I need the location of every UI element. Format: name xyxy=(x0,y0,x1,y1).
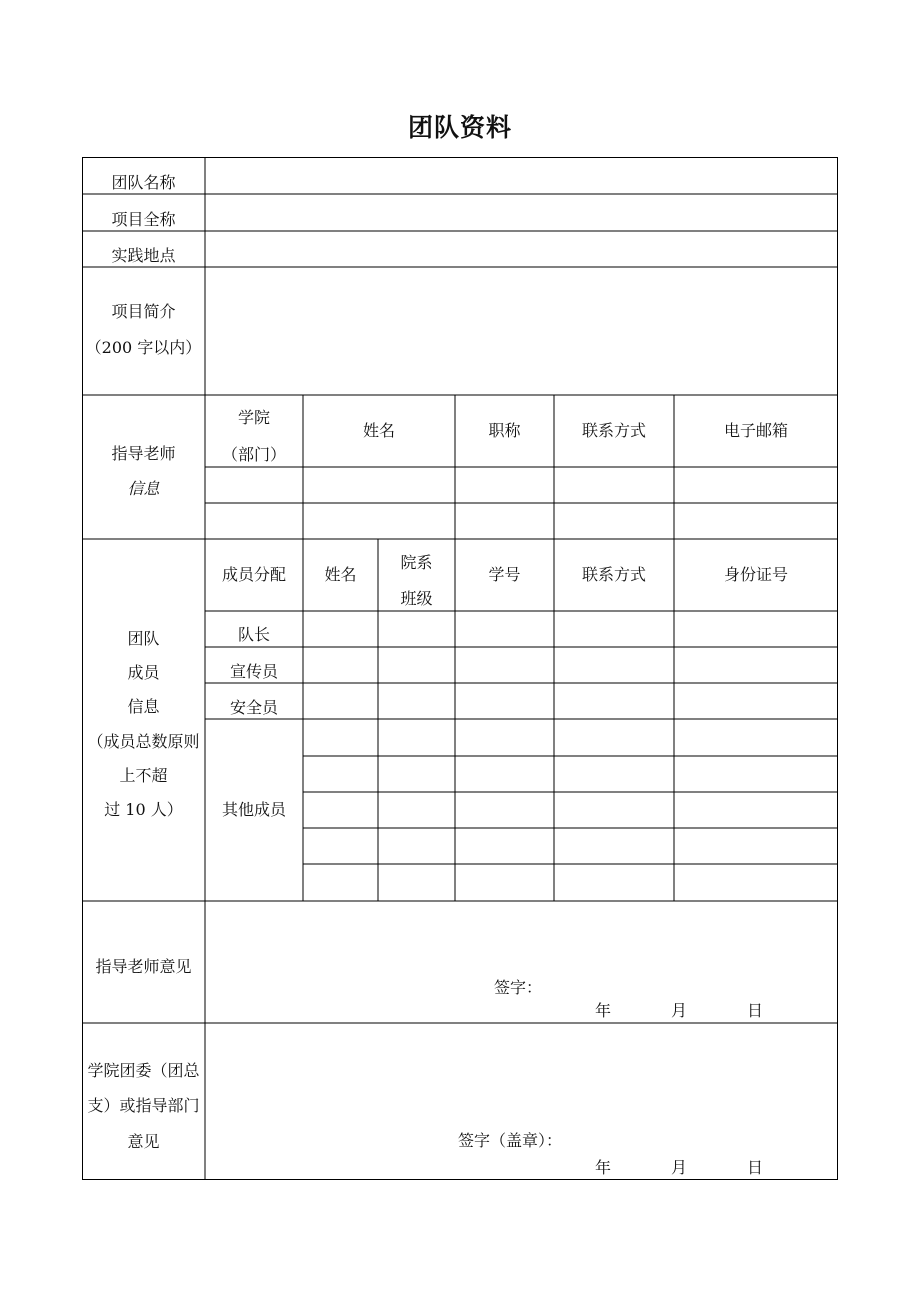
members-label-line: 过 10 人） xyxy=(104,800,183,819)
college-opinion-label-line: 支）或指导部门 xyxy=(87,1096,200,1115)
intro-limit-note: （200 字以内） xyxy=(85,338,202,357)
advisor-date-day: 日 xyxy=(747,1001,764,1020)
members-header-id-number: 身份证号 xyxy=(723,565,788,584)
advisor-header-college: 学院 xyxy=(237,408,270,427)
members-header-name: 姓名 xyxy=(324,565,357,584)
members-header-role: 成员分配 xyxy=(221,565,286,584)
role-others-label: 其他成员 xyxy=(221,800,286,819)
members-label-line: （成员总数原则 xyxy=(87,732,200,751)
advisor-header-name: 姓名 xyxy=(362,421,395,440)
members-header-student-id: 学号 xyxy=(488,565,521,584)
members-header-dept-sub: 班级 xyxy=(400,589,433,608)
college-date-month: 月 xyxy=(671,1158,688,1177)
team-info-form xyxy=(82,157,838,1180)
advisor-header-college-sub: （部门） xyxy=(221,445,286,464)
advisor-date-year: 年 xyxy=(595,1001,612,1020)
college-opinion-label-line: 意见 xyxy=(127,1132,160,1151)
location-label: 实践地点 xyxy=(111,246,176,265)
advisor-label: 指导老师 xyxy=(111,444,176,463)
role-safety-label: 安全员 xyxy=(229,698,278,717)
team-name-label: 团队名称 xyxy=(111,173,176,192)
advisor-header-contact: 联系方式 xyxy=(581,421,646,440)
advisor-opinion-label: 指导老师意见 xyxy=(95,957,192,976)
role-leader-label: 队长 xyxy=(237,625,270,644)
advisor-label-sub: 信息 xyxy=(127,479,160,498)
members-label-line: 成员 xyxy=(127,663,160,682)
college-opinion-label-line: 学院团委（团总 xyxy=(87,1061,200,1080)
advisor-signature-label: 签字： xyxy=(494,978,543,997)
college-date-day: 日 xyxy=(747,1158,764,1177)
members-label-line: 信息 xyxy=(127,697,160,716)
members-label-line: 团队 xyxy=(127,629,160,648)
members-header-dept: 院系 xyxy=(400,553,433,572)
intro-label: 项目简介 xyxy=(111,302,176,321)
college-signature-label: 签字（盖章）： xyxy=(458,1131,563,1150)
project-name-label: 项目全称 xyxy=(111,210,176,229)
advisor-header-email: 电子邮箱 xyxy=(723,421,788,440)
page-title: 团队资料 xyxy=(407,113,512,142)
members-header-contact: 联系方式 xyxy=(581,565,646,584)
role-publicity-label: 宣传员 xyxy=(229,662,278,681)
advisor-date-month: 月 xyxy=(671,1001,688,1020)
college-date-year: 年 xyxy=(595,1158,612,1177)
members-label-line: 上不超 xyxy=(119,766,168,785)
advisor-header-title: 职称 xyxy=(488,421,521,440)
